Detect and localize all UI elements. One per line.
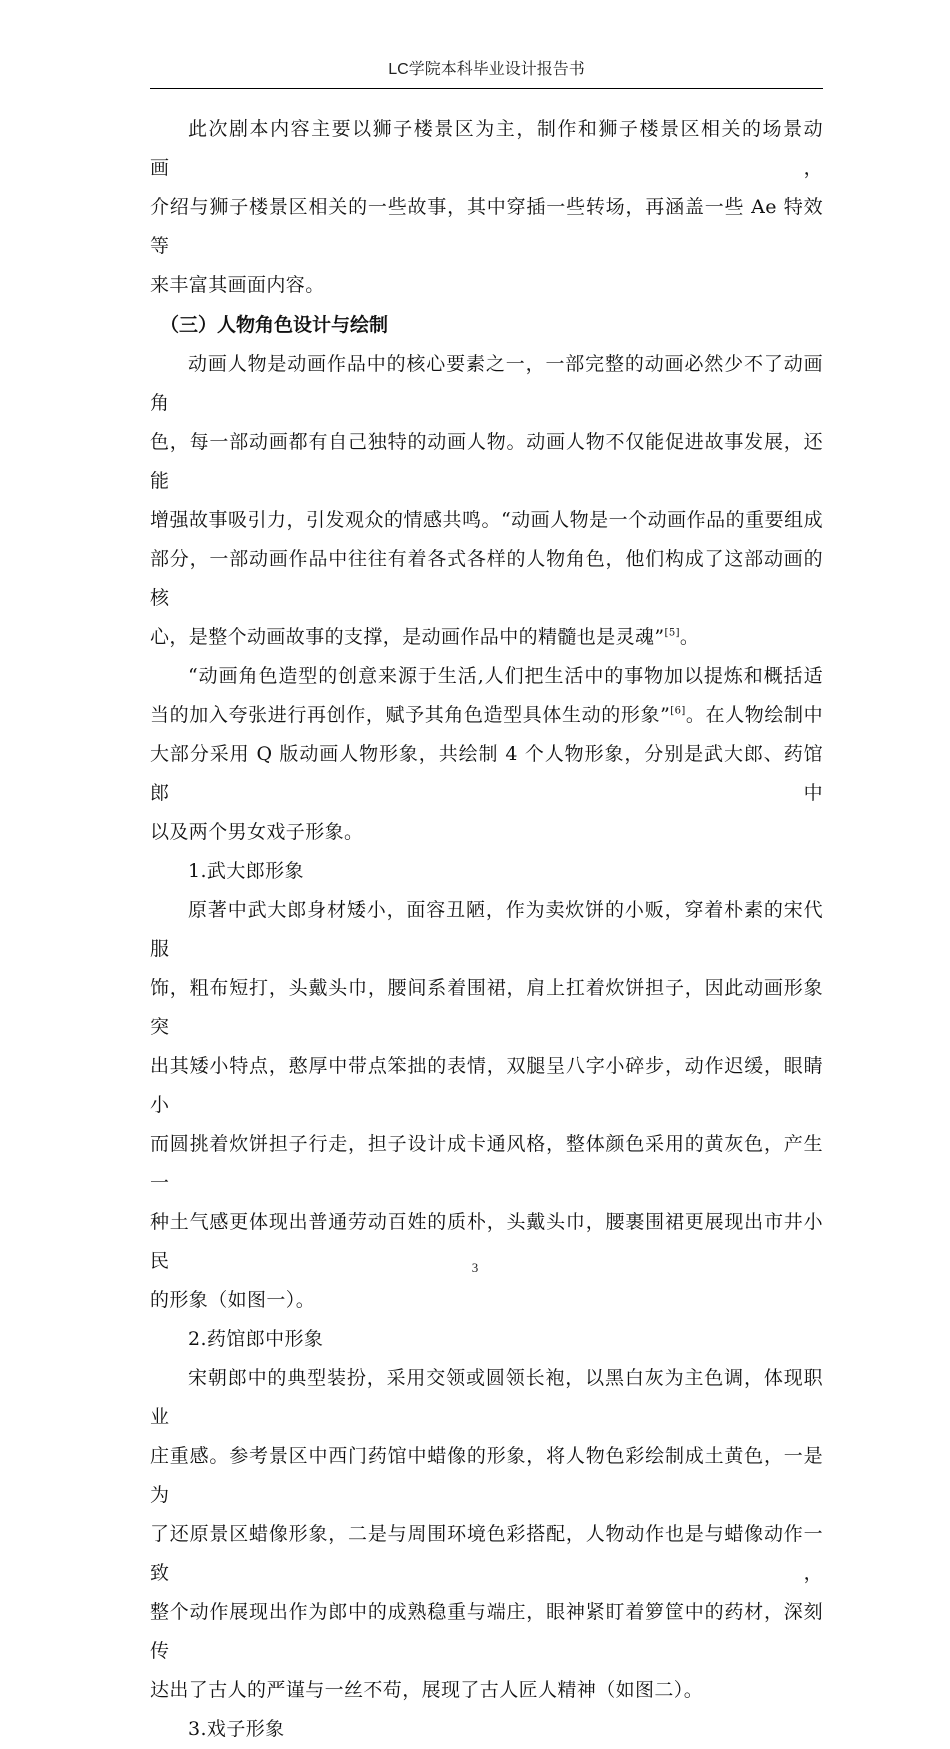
- citation-ref: [6]: [670, 705, 686, 717]
- paragraph-line: 饰，粗布短打，头戴头巾，腰间系着围裙，肩上扛着炊饼担子，因此动画形象突: [150, 977, 823, 1038]
- paragraph-line: “动画角色造型的创意来源于生活,人们把生活中的事物加以提炼和概括适: [188, 665, 823, 687]
- paragraph-line: 介绍与狮子楼景区相关的一些故事，其中穿插一些转场，再涵盖一些 Ae 特效等: [150, 196, 823, 257]
- header-divider: [150, 88, 823, 89]
- paragraph-line: 庄重感。参考景区中西门药馆中蜡像的形象，将人物色彩绘制成土黄色，一是为: [150, 1445, 823, 1506]
- paragraph-line: 了还原景区蜡像形象，二是与周围环境色彩搭配，人物动作也是与蜡像动作一致，: [150, 1523, 823, 1584]
- paragraph-line: 部分，一部动画作品中往往有着各式各样的人物角色，他们构成了这部动画的核: [150, 548, 823, 609]
- paragraph-line: [150, 696, 823, 735]
- paragraph-line: 出其矮小特点，憨厚中带点笨拙的表情，双腿呈八字小碎步，动作迟缓，眼睛小: [150, 1055, 823, 1116]
- line-end: 。: [679, 626, 700, 648]
- document-body: [150, 110, 823, 1749]
- section-heading: （三）人物角色设计与绘制: [160, 314, 389, 336]
- paragraph-line: 种土气感更体现出普通劳动百姓的质朴，头戴头巾，腰裹围裙更展现出市井小民: [150, 1211, 823, 1272]
- paragraph-line: 整个动作展现出作为郎中的成熟稳重与端庄，眼神紧盯着箩筐中的药材，深刻传: [150, 1601, 823, 1662]
- paragraph-line: 增强故事吸引力，引发观众的情感共鸣。“动画人物是一个动画作品的重要组成: [150, 509, 823, 531]
- subheading-doctor: 2.药馆郎中形象: [188, 1328, 324, 1350]
- paragraph-line: 动画人物是动画作品中的核心要素之一，一部完整的动画必然少不了动画角: [150, 353, 823, 414]
- page-number: 3: [471, 1260, 479, 1275]
- paragraph-line: 宋朝郎中的典型装扮，采用交领或圆领长袍，以黑白灰为主色调，体现职业: [150, 1367, 823, 1428]
- paragraph-line: 此次剧本内容主要以狮子楼景区为主，制作和狮子楼景区相关的场景动画，: [150, 118, 823, 179]
- page-header-title: LC学院本科毕业设计报告书: [388, 61, 585, 78]
- line-text: 。在人物绘制中: [685, 704, 823, 726]
- subheading-wudalang: 1.武大郎形象: [188, 860, 304, 882]
- line-text: 心，是整个动画故事的支撑，是动画作品中的精髓也是灵魂”: [150, 626, 665, 648]
- paragraph-line: 的形象（如图一）。: [150, 1289, 316, 1311]
- paragraph-line: 达出了古人的严谨与一丝不苟，展现了古人匠人精神（如图二）。: [150, 1679, 704, 1701]
- paragraph-line: 来丰富其画面内容。: [150, 274, 325, 296]
- paragraph-line: 大部分采用 Q 版动画人物形象，共绘制 4 个人物形象，分别是武大郎、药馆郎中: [150, 743, 823, 804]
- paragraph-line: [150, 618, 823, 657]
- paragraph-line: 而圆挑着炊饼担子行走，担子设计成卡通风格，整体颜色采用的黄灰色，产生一: [150, 1133, 823, 1194]
- paragraph-line: 以及两个男女戏子形象。: [150, 821, 364, 843]
- citation-ref: [5]: [664, 627, 680, 639]
- line-text: 当的加入夸张进行再创作，赋予其角色造型具体生动的形象”: [150, 704, 671, 726]
- paragraph-line: 原著中武大郎身材矮小，面容丑陋，作为卖炊饼的小贩，穿着朴素的宋代服: [150, 899, 823, 960]
- subheading-opera-actor: 3.戏子形象: [188, 1718, 285, 1740]
- paragraph-line: 色，每一部动画都有自己独特的动画人物。动画人物不仅能促进故事发展，还能: [150, 431, 823, 492]
